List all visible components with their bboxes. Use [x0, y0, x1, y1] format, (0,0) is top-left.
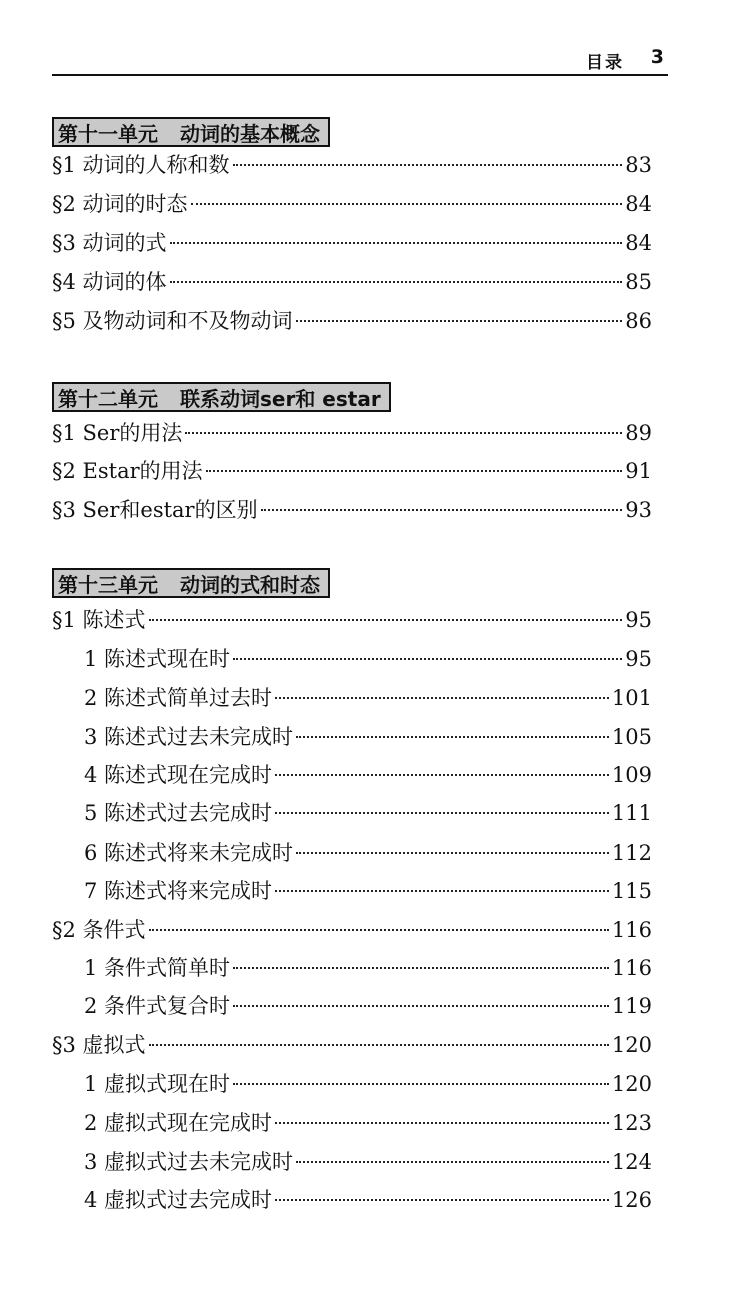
toc-entry-label: 3 虚拟式过去未完成时 — [84, 1150, 294, 1174]
toc-entry-page: 111 — [611, 801, 652, 825]
toc-entry[interactable] — [52, 915, 652, 945]
toc-subentry[interactable] — [84, 1185, 652, 1215]
dot-leader — [149, 619, 623, 621]
toc-subentry[interactable] — [84, 1069, 652, 1099]
toc-entry-page: 109 — [611, 763, 652, 787]
dot-leader — [275, 697, 609, 699]
toc-entry-label: §3 动词的式 — [52, 231, 167, 255]
unit-title: 第十二单元 — [58, 387, 158, 411]
running-head — [52, 44, 668, 76]
toc-entry-page: 123 — [611, 1111, 652, 1135]
toc-entry-page: 105 — [611, 725, 652, 749]
dot-leader — [296, 1161, 609, 1163]
toc-entry[interactable] — [52, 228, 652, 258]
dot-leader — [185, 432, 622, 434]
unit-title: 第十三单元 — [58, 573, 158, 597]
dot-leader — [206, 470, 623, 472]
toc-entry-page: 84 — [625, 231, 652, 255]
unit-title: 第十一单元 — [58, 122, 158, 146]
toc-entry-label: §2 动词的时态 — [52, 192, 188, 216]
toc-entry-label: §2 条件式 — [52, 918, 146, 942]
toc-subentry[interactable] — [84, 991, 652, 1021]
toc-entry-label: 5 陈述式过去完成时 — [84, 801, 273, 825]
toc-entry-page: 124 — [611, 1150, 652, 1174]
toc-entry-page: 86 — [625, 309, 652, 333]
unit-subtitle: 动词的基本概念 — [180, 122, 320, 146]
dot-leader — [261, 509, 623, 511]
toc-subentry[interactable] — [84, 1108, 652, 1138]
toc-entry[interactable] — [52, 456, 652, 486]
dot-leader — [275, 1199, 609, 1201]
toc-subentry[interactable] — [84, 683, 652, 713]
toc-entry-label: §4 动词的体 — [52, 270, 167, 294]
unit-header-13 — [52, 568, 330, 598]
toc-entry-page: 115 — [611, 879, 652, 903]
dot-leader — [149, 929, 609, 931]
dot-leader — [296, 852, 609, 854]
toc-subentry[interactable] — [84, 760, 652, 790]
toc-entry-label: 1 虚拟式现在时 — [84, 1072, 231, 1096]
toc-entry-label: §5 及物动词和不及物动词 — [52, 309, 293, 333]
toc-entry-page: 120 — [611, 1033, 652, 1057]
toc-entry[interactable] — [52, 605, 652, 635]
unit-header-12 — [52, 382, 391, 412]
toc-subentry[interactable] — [84, 798, 652, 828]
toc-entry-label: 2 虚拟式现在完成时 — [84, 1111, 273, 1135]
toc-entry-label: 4 虚拟式过去完成时 — [84, 1188, 273, 1212]
toc-entry[interactable] — [52, 1030, 652, 1060]
toc-entry-label: 2 条件式复合时 — [84, 994, 231, 1018]
toc-entry-label: 1 陈述式现在时 — [84, 647, 231, 671]
unit-subtitle: 动词的式和时态 — [180, 573, 320, 597]
toc-subentry[interactable] — [84, 644, 652, 674]
toc-entry-label: 3 陈述式过去未完成时 — [84, 725, 294, 749]
unit-header-11 — [52, 117, 330, 147]
toc-subentry[interactable] — [84, 876, 652, 906]
toc-entry-label: §1 陈述式 — [52, 608, 146, 632]
toc-entry-label: 2 陈述式简单过去时 — [84, 686, 273, 710]
dot-leader — [275, 890, 609, 892]
toc-subentry[interactable] — [84, 722, 652, 752]
toc-entry-label: 6 陈述式将来未完成时 — [84, 841, 294, 865]
toc-entry[interactable] — [52, 306, 652, 336]
dot-leader — [296, 736, 609, 738]
toc-entry[interactable] — [52, 189, 652, 219]
toc-entry-page: 89 — [625, 421, 652, 445]
dot-leader — [233, 658, 622, 660]
dot-leader — [170, 281, 623, 283]
dot-leader — [233, 967, 609, 969]
dot-leader — [233, 164, 623, 166]
dot-leader — [275, 812, 609, 814]
toc-entry-page: 112 — [611, 841, 652, 865]
toc-entry-label: 7 陈述式将来完成时 — [84, 879, 273, 903]
dot-leader — [275, 1122, 609, 1124]
dot-leader — [233, 1083, 609, 1085]
toc-entry-page: 83 — [625, 153, 652, 177]
toc-entry-page: 120 — [611, 1072, 652, 1096]
dot-leader — [233, 1005, 609, 1007]
toc-entry-label: §2 Estar的用法 — [52, 459, 203, 483]
dot-leader — [170, 242, 623, 244]
toc-entry-page: 116 — [611, 956, 652, 980]
toc-entry-label: §1 动词的人称和数 — [52, 153, 230, 177]
toc-entry[interactable] — [52, 267, 652, 297]
dot-leader — [191, 203, 623, 205]
toc-entry-page: 119 — [611, 994, 652, 1018]
running-head-title: 目录 — [586, 53, 624, 73]
toc-entry-page: 116 — [611, 918, 652, 942]
toc-entry-label: §3 虚拟式 — [52, 1033, 146, 1057]
toc-entry-label: 4 陈述式现在完成时 — [84, 763, 273, 787]
toc-entry[interactable] — [52, 418, 652, 448]
dot-leader — [275, 774, 609, 776]
toc-entry-page: 91 — [625, 459, 652, 483]
toc-entry[interactable] — [52, 150, 652, 180]
toc-entry-label: §3 Ser和estar的区别 — [52, 498, 258, 522]
toc-subentry[interactable] — [84, 1147, 652, 1177]
toc-entry-page: 95 — [625, 647, 652, 671]
dot-leader — [296, 320, 623, 322]
unit-subtitle: 联系动词ser和 estar — [180, 387, 381, 411]
running-head-page-number: 3 — [650, 46, 664, 68]
toc-entry-page: 93 — [625, 498, 652, 522]
dot-leader — [149, 1044, 609, 1046]
toc-entry-page: 101 — [611, 686, 652, 710]
toc-entry-label: §1 Ser的用法 — [52, 421, 183, 445]
toc-entry-label: 1 条件式简单时 — [84, 956, 231, 980]
toc-subentry[interactable] — [84, 838, 652, 868]
toc-entry-page: 126 — [611, 1188, 652, 1212]
toc-entry-page: 84 — [625, 192, 652, 216]
toc-entry-page: 95 — [625, 608, 652, 632]
toc-entry-page: 85 — [625, 270, 652, 294]
toc-entry[interactable] — [52, 495, 652, 525]
toc-subentry[interactable] — [84, 953, 652, 983]
